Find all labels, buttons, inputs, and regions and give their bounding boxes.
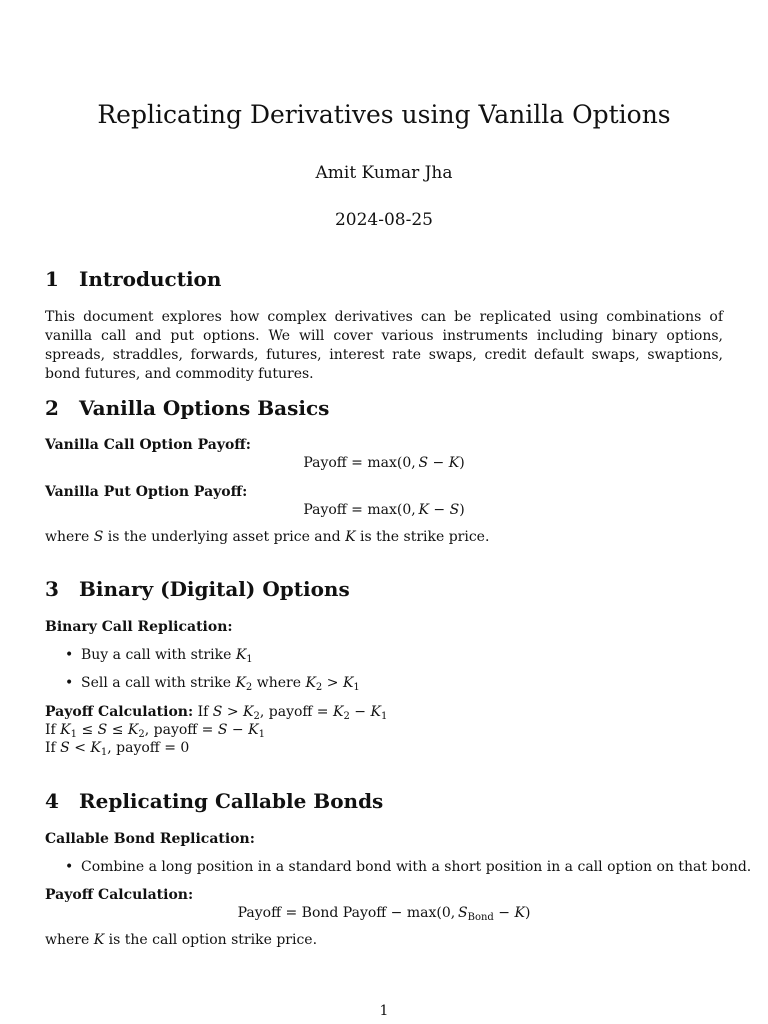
binary-replication-label: Binary Call Replication: [45,619,233,635]
bullet-icon: • [65,647,74,663]
section-heading-callable-bonds [45,788,383,814]
intro-paragraph: This document explores how complex derivatives can be replicated using combinations of vanilla call and put options. We will cover various instruments including binary options, spreads, straddles, forwards, futures, interest rate swaps, credit default swaps, swaptions, bond futures, and commodity futures. [45,309,723,382]
binary-payoff-line-2: If $K_1 \le S \le K_2$, payoff = $S - K_1$ [45,722,265,740]
section-heading-introduction [45,266,221,292]
section-title: Vanilla Options Basics [79,396,330,420]
payoff-word: Payoff [303,455,347,471]
where-text-asset: is the underlying asset price and [107,529,341,545]
section-title: Introduction [79,267,222,291]
author-name: Amit Kumar Jha [315,163,453,183]
list-item: • Buy a call with strike $K_1$ [65,647,253,665]
list-item: • Combine a long position in a standard bond with a short position in a call option on that bond. [65,859,752,875]
callable-payoff-equation: Payoff = Bond Payoff − max(0, $S_{Bond} - K$) [237,905,531,923]
callable-replication-label: Callable Bond Replication: [45,831,255,847]
section-title: Binary (Digital) Options [79,577,350,601]
bullet-icon: • [65,859,74,875]
payoff-calculation-label: Payoff Calculation: [45,704,194,720]
bullet-icon: • [65,675,74,691]
vanilla-call-label: Vanilla Call Option Payoff: [45,437,251,453]
where-text-strike: is the strike price. [360,529,490,545]
section-number: 2 [45,396,59,420]
page-number: 1 [379,1003,389,1019]
vanilla-call-equation: Payoff = max(0, S − K) [303,455,465,471]
section-number: 3 [45,577,59,601]
section-number: 4 [45,789,59,813]
binary-payoff-line-1: Payoff Calculation: If $S > K_2$, payoff = $K_2 - K_1$ [45,704,388,722]
section-heading-vanilla-basics [45,395,329,421]
paper-title: Replicating Derivatives using Vanilla Options [97,100,671,129]
callable-where-line: where K is the call option strike price. [45,932,318,948]
where-word: where [45,529,90,545]
callable-payoff-label: Payoff Calculation: [45,887,194,903]
publication-date: 2024-08-25 [334,210,433,230]
vanilla-put-equation: Payoff = max(0, K − S) [303,502,465,518]
payoff-word: Payoff [303,502,347,518]
binary-payoff-line-3: If $S < K_1$, payoff = 0 [45,740,190,758]
vanilla-put-label: Vanilla Put Option Payoff: [45,484,248,500]
section-heading-binary-options [45,576,350,602]
section-title: Replicating Callable Bonds [79,789,384,813]
document-page [45,0,752,1024]
list-item: • Sell a call with strike $K_2$ where $K_2 > K_1$ [65,675,360,693]
section-number: 1 [45,267,59,291]
vanilla-where-line: where S is the underlying asset price and K is the strike price. [45,529,490,545]
